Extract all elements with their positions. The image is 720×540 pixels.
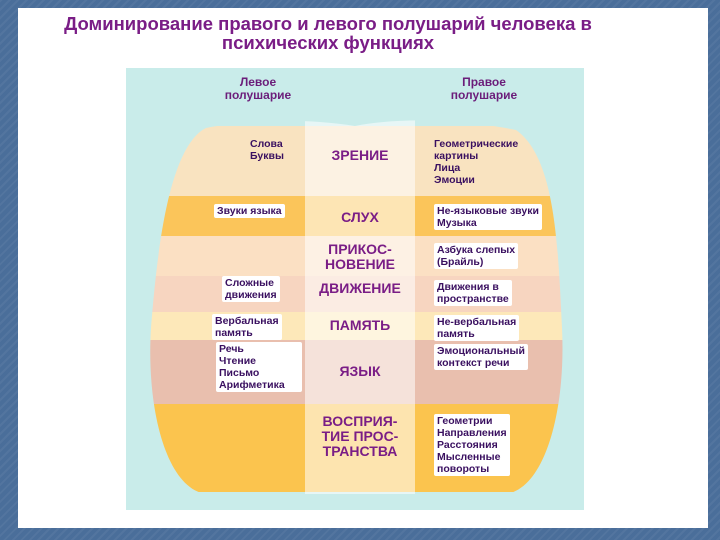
left-item: Сложные движения [222, 276, 280, 302]
function-label: ЗРЕНИЕ [331, 147, 389, 163]
right-item: Геометрии Направления Расстояния Мысленные повороты [434, 414, 510, 476]
function-label: ЯЗЫК [339, 363, 381, 379]
left-item: Звуки языка [214, 204, 285, 218]
right-item: Не-вербальная память [434, 315, 519, 341]
function-label: ПАМЯТЬ [329, 317, 391, 333]
left-item: Речь Чтение Письмо Арифметика [216, 342, 302, 392]
right-item: Движения в пространстве [434, 280, 512, 306]
function-label: СЛУХ [341, 209, 379, 225]
right-item: Азбука слепых (Брайль) [434, 243, 518, 269]
left-item: Вербальная память [212, 314, 282, 340]
right-item: Геометрические картины Лица Эмоции [434, 138, 519, 186]
slide-title: Доминирование правого и левого полушарий человека в психических функциях [64, 13, 592, 53]
function-label: ДВИЖЕНИЕ [319, 280, 401, 296]
hemisphere-diagram [126, 68, 584, 510]
function-label: ПРИКОС- НОВЕНИЕ [325, 241, 395, 272]
slide [18, 8, 708, 528]
left-hemisphere-title: Левое полушарие [224, 75, 292, 102]
right-item: Не-языковые звуки Музыка [434, 204, 542, 230]
left-item: Слова Буквы [250, 138, 284, 162]
right-hemisphere-title: Правое полушарие [450, 75, 518, 102]
right-item: Эмоциональный контекст речи [434, 344, 528, 370]
function-label: ВОСПРИЯ- ТИЕ ПРОС- ТРАНСТВА [321, 413, 399, 459]
